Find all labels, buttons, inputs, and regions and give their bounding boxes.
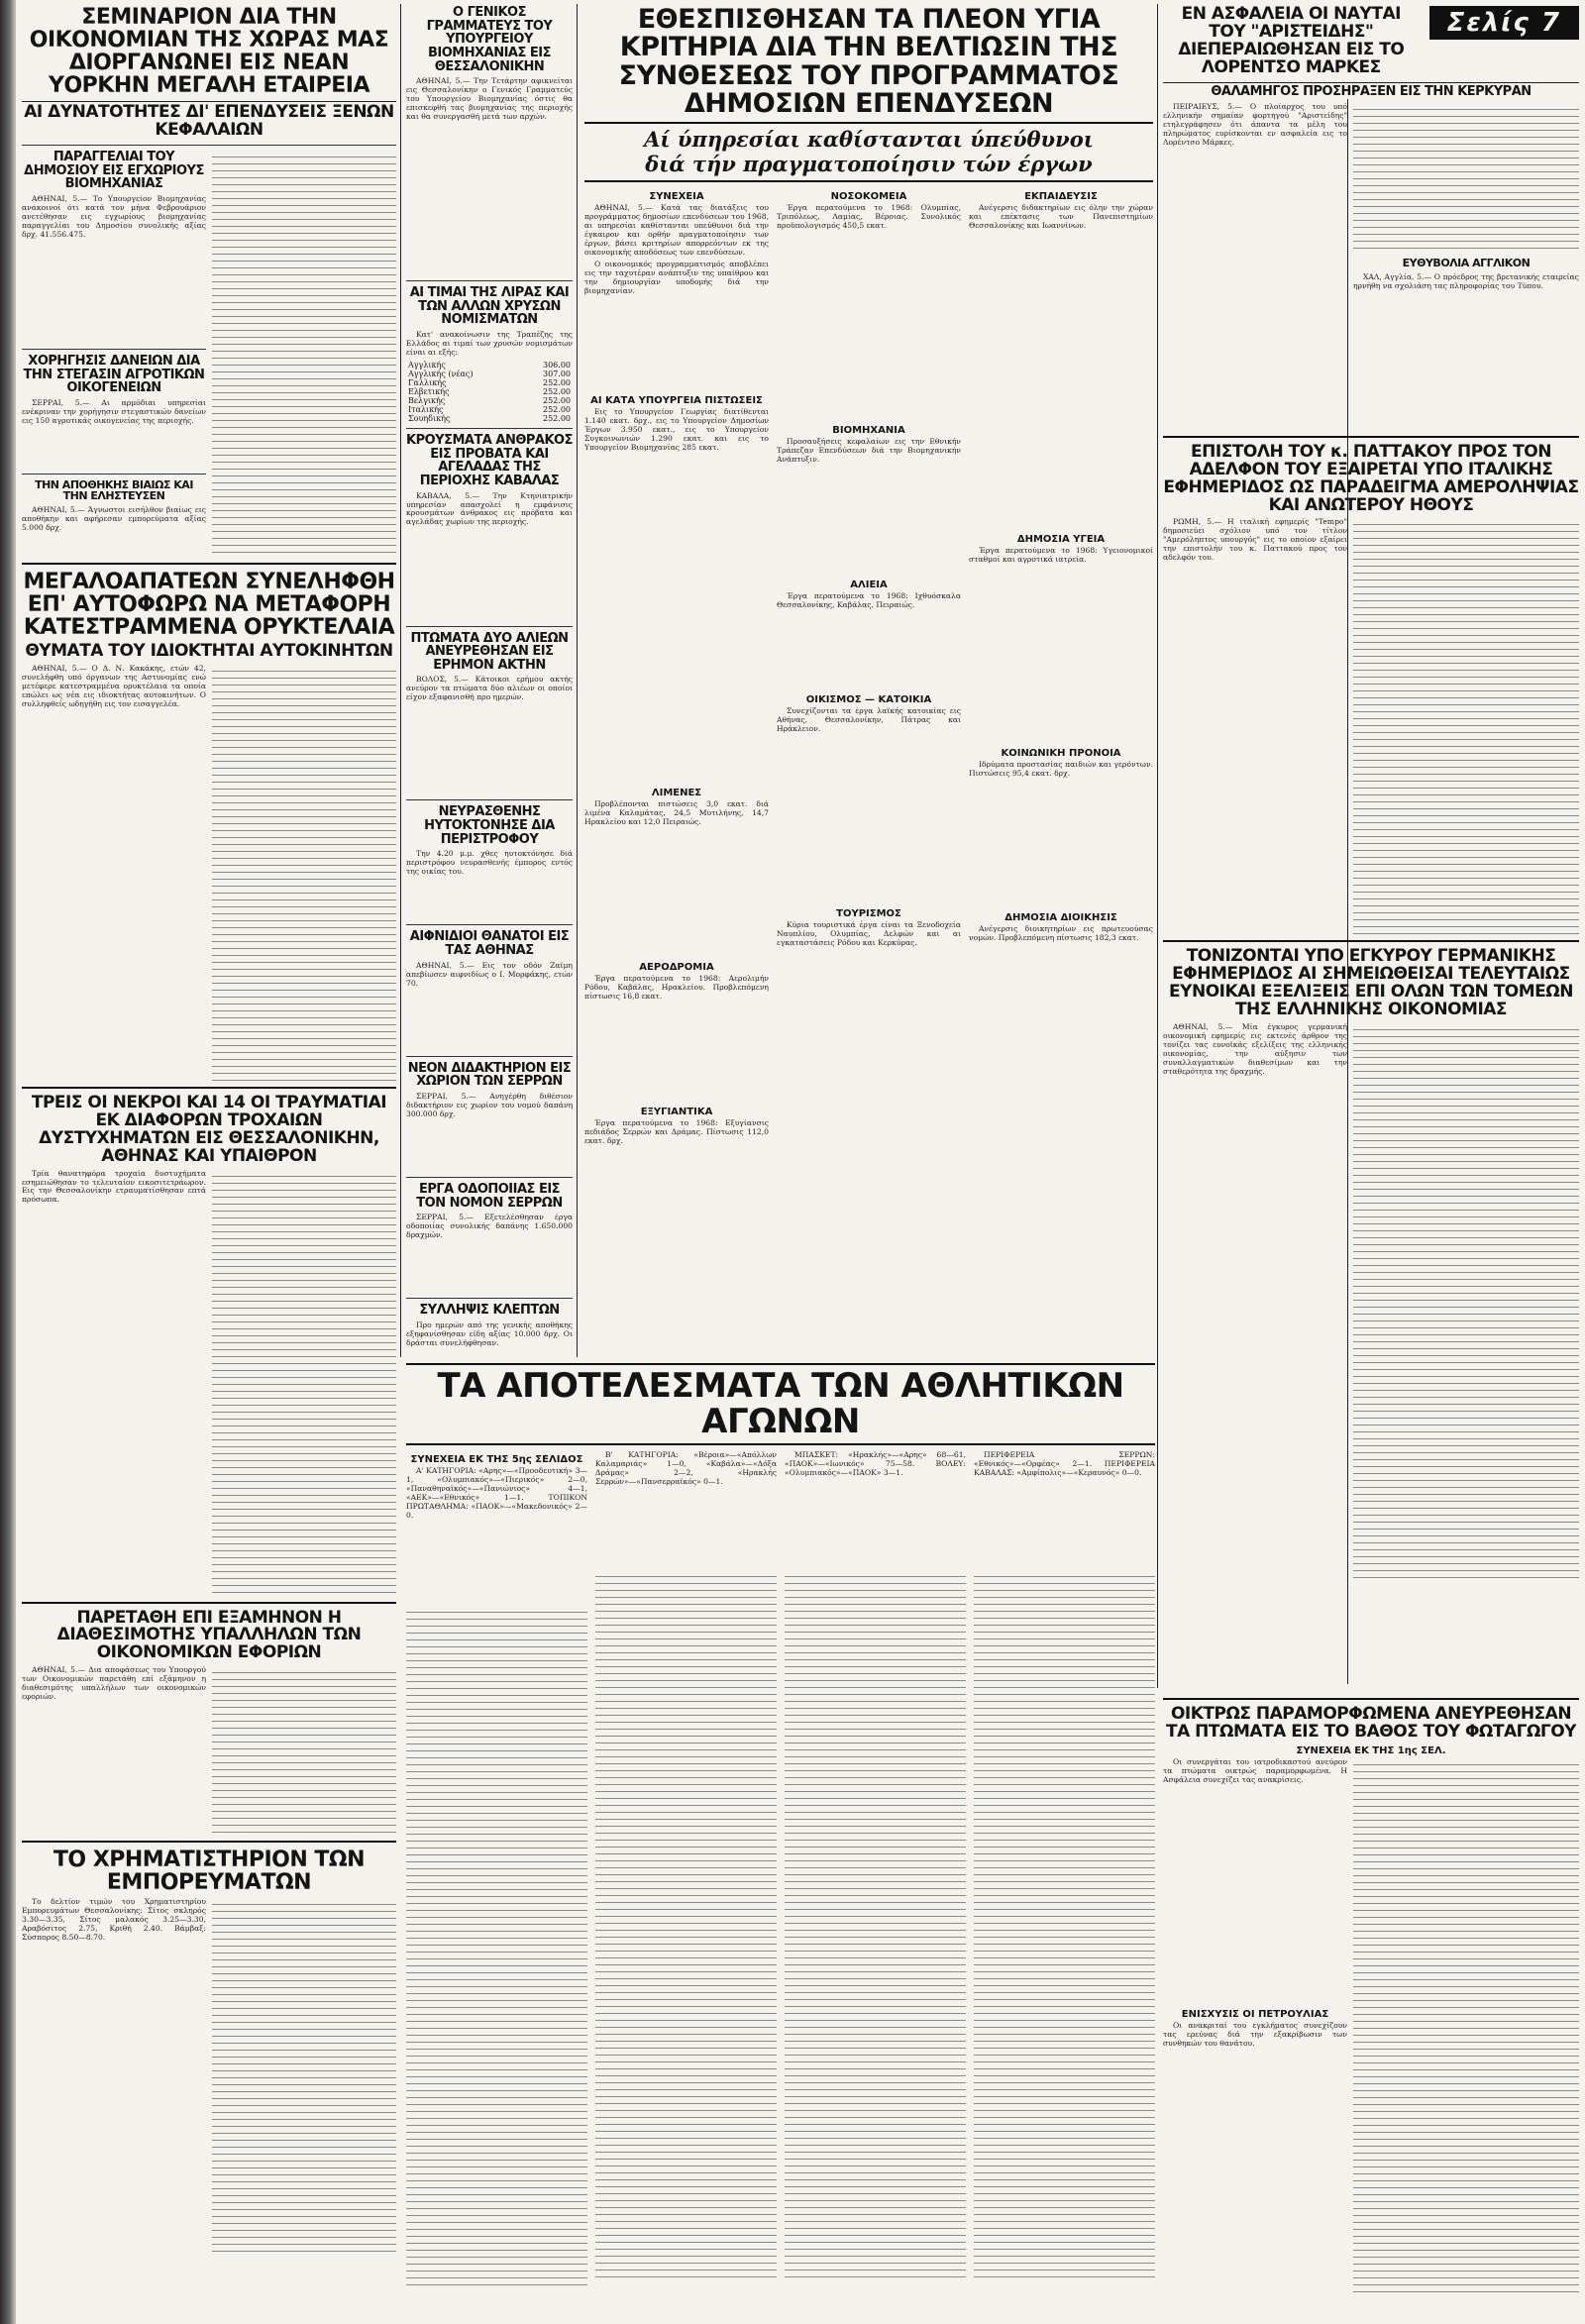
- fraud-headline: ΜΕΓΑΛΟΑΠΑΤΕΩΝ ΣΥΝΕΛΗΦΘΗ ΕΠ' ΑΥΤΟΦΩΡΩ ΝΑ ΜΕΤΑΦΟΡΗ ΚΑΤΕΣΤΡΑΜΜΕΝΑ ΟΡΥΚΤΕΛΑΙΑ: [23, 570, 395, 641]
- euthyvolia-text: ΧΑΛ, Αγγλία, 5.— Ο πρόεδρος της βρετανικής εταιρείας ηρνήθη να σχολιάση τας πληροφορίας του Τύπου.: [1353, 271, 1579, 290]
- coin-price: 252.00: [543, 413, 571, 423]
- main-subhead-1: Αί ύπηρεσίαι καθίστανται ύπεύθυνοι: [644, 127, 1094, 153]
- orders-headline: ΠΑΡΑΓΓΕΛΙΑΙ ΤΟΥ ΔΗΜΟΣΙΟΥ ΕΙΣ ΕΓΧΩΡΙΟΥΣ ΒΙΟΜΗΧΑΝΙΑΣ: [24, 150, 204, 192]
- public-health-section: ΔΗΜΟΣΙΑ ΥΓΕΙΑ: [1016, 534, 1106, 546]
- continued-label: ΣΥΝΕΧΕΙΑ: [649, 191, 704, 203]
- gold-price-row: [406, 361, 573, 370]
- gold-intro: Κατ' ανακοίνωσιν της Τραπέζης της Ελλάδος αι τιμαί των χρυσών νομισμάτων είναι αι εξής:: [406, 330, 573, 358]
- filler-text-block: [212, 1170, 396, 1596]
- divider: [406, 1056, 573, 1057]
- sports-results-1: Α' ΚΑΤΗΓΟΡΙΑ: «Αρης»—«Προοδευτική» 3—1, «Ολυμπιακός»—«Πιερικός» 2—0, «Παναθηναϊκός»—«Πανιώνιος» 4—1, «ΑΕΚ»—«Εθνικός» 1—1. ΤΟΠΙΚΟΝ ΠΡΩΤΑΘΛΗΜΑ: «ΠΑΟΚ»—«Μακεδονικός» 2—0.: [406, 1467, 587, 1521]
- fishing-text: Έργα περατούμενα το 1968: Ιχθυόσκαλα Θεσσαλονίκης, Καβάλας, Πειραιώς.: [777, 592, 961, 610]
- housing-text: Συνεχίζονται τα έργα λαϊκής κατοικίας εις Αθήνας, Θεσσαλονίκην, Πάτρας και Ηράκλειον.: [777, 707, 961, 734]
- sailors-headline: ΕΝ ΑΣΦΑΛΕΙΑ ΟΙ ΝΑΥΤΑΙ ΤΟΥ "ΑΡΙΣΤΕΙΔΗΣ" ΔΙΕΠΕΡΑΙΩΘΗΣΑΝ ΕΙΣ ΤΟ ΛΟΡΕΝΤΣΟ ΜΑΡΚΕΣ: [1178, 6, 1405, 77]
- bodies-text: Οι συνεργάται του ιατροδικαστού ανεύρον τα πτώματα οικτρώς παραμορφωμένα. Η Ασφάλεια συνεχίζει τας ανακρίσεις.: [1163, 1757, 1347, 1784]
- coin-price: 252.00: [543, 377, 571, 387]
- divider: [22, 1602, 396, 1604]
- school-headline: ΝΕΟΝ ΔΙΔΑΚΤΗΡΙΟΝ ΕΙΣ ΧΩΡΙΟΝ ΤΩΝ ΣΕΡΡΩΝ: [407, 1060, 572, 1090]
- social-text: Ιδρύματα προστασίας παιδιών και γερόντων. Πιστώσεις 95,4 εκατ. δρχ.: [969, 761, 1153, 779]
- main-subhead-2: διά τήν πραγματοποίησιν τών έργων: [645, 152, 1093, 177]
- loans-text: ΣΕΡΡΑΙ, 5.— Αι αρμόδιαι υπηρεσίαι ενέκριναν την χορήγησιν στεγαστικών δανείων εις 150 αγροτικάς οικογενείας της περιοχής.: [22, 398, 206, 425]
- divider: [584, 180, 1153, 182]
- filler-text-block: [1353, 1023, 1579, 1578]
- divider: [22, 1087, 396, 1089]
- gold-price-table: [406, 361, 573, 423]
- filler-text-block: [212, 1898, 396, 2255]
- sports-results-4: ΠΕΡΙΦΕΡΕΙΑ ΣΕΡΡΩΝ: «Εθνικός»—«Ορφέας» 2—1. ΠΕΡΙΦΕΡΕΙΑ ΚΑΒΑΛΑΣ: «Αμφίπολις»—«Κεραυνός» 0—0.: [974, 1451, 1155, 1478]
- exchange-text: Το δελτίον τιμών του Χρηματιστηρίου Εμπορευμάτων Θεσσαλονίκης: Σίτος σκληρός 3.30—3.35, Σίτος μαλακός 3.25—3.30, Αραβόσιτος 2.75, Κριθή 2.40. Βάμβαξ: Σύσπορος 8.50—8.70.: [22, 1898, 206, 1943]
- neurasthenic-headline: ΝΕΥΡΑΣΘΕΝΗΣ ΗΥΤΟΚΤΟΝΗΣΕ ΔΙΑ ΠΕΡΙΣΤΡΟΦΟΥ: [424, 804, 555, 847]
- ports-section: ΛΙΜΕΝΕΣ: [651, 788, 702, 799]
- thieves-text: Προ ημερών από της γενικής αποθήκης εξηφανίσθησαν είδη αξίας 10.000 δρχ. Οι δράσται συνελήφθησαν.: [406, 1320, 573, 1347]
- filler-text-block: [212, 1666, 396, 1835]
- exchange-headline: ΤΟ ΧΡΗΜΑΤΙΣΤΗΡΙΟΝ ΤΩΝ ΕΜΠΟΡΕΥΜΑΤΩΝ: [53, 1848, 366, 1896]
- coin-name: Βελγικής: [408, 395, 446, 405]
- divider: [22, 145, 396, 146]
- education-text: Ανέγερσις διδακτηρίων εις όλην την χώραν και επέκτασις των Πανεπιστημίων Θεσσαλονίκης και Ιωαννίνων.: [969, 204, 1153, 231]
- letter-text: ΡΩΜΗ, 5.— Η ιταλική εφημερίς "Tempo" δημοσιεύει σχόλιον υπό τον τίτλον "Αμερόληπτος υπουργός" εις το οποίον εξαίρει την επιστολήν του κ. Παττακού προς τον αδελφόν του.: [1163, 518, 1347, 563]
- german-headline: ΤΟΝΙΖΟΝΤΑΙ ΥΠΟ ΕΓΚΥΡΟΥ ΓΕΡΜΑΝΙΚΗΣ ΕΦΗΜΕΡΙΔΟΣ ΑΙ ΣΗΜΕΙΩΘΕΙΣΑΙ ΤΕΛΕΥΤΑΙΩΣ ΕΥΝΟΙΚΑΙ ΕΞΕΛΙΞΕΙΣ ΕΠΙ ΟΛΩΝ ΤΩΝ ΤΟΜΕΩΝ ΤΗΣ ΕΛΛΗΝΙΚΗΣ ΟΙΚΟΝΟΜΙΑΣ: [1169, 946, 1573, 1019]
- gold-price-row: [406, 414, 573, 423]
- tax-headline: ΠΑΡΕΤΑΘΗ ΕΠΙ ΕΞΑΜΗΝΟΝ Η ΔΙΑΘΕΣΙΜΟΤΗΣ ΥΠΑΛΛΗΛΩΝ ΤΩΝ ΟΙΚΟΝΟΜΙΚΩΝ ΕΦΟΡΙΩΝ: [56, 1607, 362, 1663]
- coin-name: Ελβετικής: [408, 386, 450, 396]
- second-column: [406, 6, 573, 1357]
- left-column: [22, 6, 396, 2314]
- gold-price-row: [406, 387, 573, 396]
- fishermen-headline: ΠΤΩΜΑΤΑ ΔΥΟ ΑΛΙΕΩΝ ΑΝΕΥΡΕΘΗΣΑΝ ΕΙΣ ΕΡΗΜΟΝ ΑΚΤΗΝ: [410, 630, 569, 673]
- coin-price: 306.00: [543, 360, 571, 370]
- industry-text: Προσαυξήσεις κεφαλαίων εις την Εθνικήν Τράπεζαν Επενδύσεων διά την Βιομηχανικήν Ανάπτυξιν.: [777, 438, 961, 465]
- roads-headline: ΕΡΓΑ ΟΔΟΠΟΙΙΑΣ ΕΙΣ ΤΟΝ ΝΟΜΟΝ ΣΕΡΡΩΝ: [416, 1181, 563, 1211]
- sailors-text: ΠΕΙΡΑΙΕΥΣ, 5.— Ο πλοίαρχος του υπό ελληνικήν σημαίαν φορτηγού "Αριστείδης" ετηλεγράφησεν ότι άπαντα τα μέλη του πληρώματος ευρίσκονται εν ασφαλεία εις το Λορέντσο Μάρκες.: [1163, 103, 1347, 147]
- divider: [22, 474, 206, 475]
- divider: [406, 428, 573, 429]
- ministry-text: Εις το Υπουργείον Γεωργίας διατίθενται 1.140 εκατ. δρχ., εις το Υπουργείον Δημοσίων Έργων 3.950 εκατ., εις το Υπουργείον Συγκοινωνιών 1.290 εκατ. και εις το Υπουργείον Βιομηχανίας 285 εκατ.: [584, 408, 769, 453]
- irrigation-text: Έργα περατούμενα το 1968: Εξυγίανσις πεδιάδος Σερρών και Δράμας. Πίστωσις 112,0 εκατ. δρχ.: [584, 1118, 769, 1146]
- sudden-deaths-headline: ΑΙΦΝΙΔΙΟΙ ΘΑΝΑΤΟΙ ΕΙΣ ΤΑΣ ΑΘΗΝΑΣ: [409, 929, 570, 959]
- bodies-story: [1163, 1692, 1579, 2316]
- gold-price-row: [406, 396, 573, 405]
- divider: [406, 626, 573, 627]
- social-section: ΚΟΙΝΩΝΙΚΗ ΠΡΟΝΟΙΑ: [1001, 748, 1121, 760]
- sudden-deaths-text: ΑΘΗΝΑΙ, 5.— Εις τον οδόν Ζαΐμη απεβίωσεν αιφνιδίως ο Ι. Μορφάκης, ετών 70.: [406, 961, 573, 988]
- filler-text-block: [974, 1570, 1155, 2283]
- industry-section: ΒΙΟΜΗΧΑΝΙΑ: [832, 425, 905, 437]
- bodies-continued: ΣΥΝΕΧΕΙΑ ΕΚ ΤΗΣ 1ης ΣΕΛ.: [1296, 1744, 1446, 1756]
- sports-results-3: ΜΠΑΣΚΕΤ: «Ηρακλής»—«Αρης» 68—61, «ΠΑΟΚ»—«Ιωνικός» 75—58. ΒΟΛΕΥ: «Ολυμπιακός»—«ΠΑΟΚ» 3—1.: [785, 1451, 966, 1478]
- column-rule: [577, 4, 578, 1357]
- divider: [406, 1298, 573, 1299]
- main-subcolumn: [777, 188, 961, 1149]
- gold-price-row: [406, 405, 573, 414]
- coin-price: 252.00: [543, 395, 571, 405]
- divider: [1163, 1698, 1579, 1700]
- anthrax-text: ΚΑΒΑΛΑ, 5.— Την Κτηνιατρικήν υπηρεσίαν απασχολεί η εμφάνισις κρουσμάτων άνθρακος εις πρόβατα και αγελάδας χωρίων της περιοχής.: [406, 491, 573, 527]
- secretary-headline: Ο ΓΕΝΙΚΟΣ ΓΡΑΜΜΑΤΕΥΣ ΤΟΥ ΥΠΟΥΡΓΕΙΟΥ ΒΙΟΜΗΧΑΝΙΑΣ ΕΙΣ ΘΕΣΣΑΛΟΝΙΚΗΝ: [426, 6, 553, 74]
- divider: [406, 1443, 1155, 1445]
- page-number-logo: Σελίς 7: [1429, 6, 1579, 40]
- filler-text-block: [1353, 518, 1579, 934]
- filler-text-block: [212, 665, 396, 1081]
- tax-text: ΑΘΗΝΑΙ, 5.— Δια αποφάσεως του Υπουργού των Οικονομικών παρετάθη επί εξάμηνον η διαθεσιμότης υπαλλήλων των οικονομικών εφοριών.: [22, 1666, 206, 1701]
- divider: [406, 280, 573, 281]
- right-column: [1163, 6, 1579, 1690]
- gold-price-row: [406, 370, 573, 378]
- airports-section: ΑΕΡΟΔΡΟΜΙΑ: [639, 962, 714, 974]
- sports-headline: ΤΑ ΑΠΟΤΕΛΕΣΜΑΤΑ ΤΩΝ ΑΘΛΗΤΙΚΩΝ ΑΓΩΝΩΝ: [437, 1366, 1124, 1441]
- divider: [22, 563, 396, 565]
- housing-section: ΟΙΚΙΣΜΟΣ — ΚΑΤΟΙΚΙΑ: [805, 694, 932, 706]
- letter-headline: ΕΠΙΣΤΟΛΗ ΤΟΥ κ. ΠΑΤΤΑΚΟΥ ΠΡΟΣ ΤΟΝ ΑΔΕΛΦΟΝ ΤΟΥ ΕΞΑΙΡΕΤΑΙ ΥΠΟ ΙΤΑΛΙΚΗΣ ΕΦΗΜΕΡΙΔΟΣ ΩΣ ΠΑΡΑΔΕΙΓΜΑ ΑΜΕΡΟΛΗΨΙΑΣ ΚΑΙ ΑΝΩΤΕΡΟΥ ΗΘΟΥΣ: [1163, 442, 1579, 515]
- anthrax-headline: ΚΡΟΥΣΜΑΤΑ ΑΝΘΡΑΚΟΣ ΕΙΣ ΠΡΟΒΑΤΑ ΚΑΙ ΑΓΕΛΑΔΑΣ ΤΗΣ ΠΕΡΙΟΧΗΣ ΚΑΒΑΛΑΣ: [406, 432, 573, 488]
- coin-price: 252.00: [543, 404, 571, 414]
- coin-name: Γαλλικής: [408, 377, 447, 387]
- main-subcolumn: [584, 188, 769, 1149]
- column-rule: [400, 4, 401, 1357]
- ports-text: Προβλέπονται πιστώσεις 3,0 εκατ. διά λιμένα Καλαμάτας, 24,5 Μυτιλήνης, 14,7 Ηρακλείου και 12,0 Πειραιώς.: [584, 800, 769, 827]
- main-subcolumn: [969, 188, 1153, 1149]
- health-text: Έργα περατούμενα το 1968: Ολυμπίας, Τριπόλεως, Λαμίας, Βέροιας. Συνολικός προϋπολογισμός 450,5 εκατ.: [777, 204, 961, 231]
- column-rule: [1157, 4, 1158, 1688]
- filler-text-block: [1353, 1758, 1579, 2293]
- coin-price: 252.00: [543, 386, 571, 396]
- german-text: ΑΘΗΝΑΙ, 5.— Μία έγκυρος γερμανική οικονομική εφημερίς εις εκτενές άρθρον της τονίζει τας ευνοϊκάς εξελίξεις της ελληνικής οικονομίας, την αύξησιν των συναλλαγματικών διαθεσίμων και την σταθερότητα της δραχμής.: [1163, 1022, 1347, 1076]
- main-headline: ΕΘΕΣΠΙΣΘΗΣΑΝ ΤΑ ΠΛΕΟΝ ΥΓΙΑ ΚΡΙΤΗΡΙΑ ΔΙΑ ΤΗΝ ΒΕΛΤΙΩΣΙΝ ΤΗΣ ΣΥΝΘΕΣΕΩΣ ΤΟΥ ΠΡΟΓΡΑΜΜΑΤΟΣ ΔΗΜΟΣΙΩΝ ΕΠΕΝΔΥΣΕΩΝ: [618, 6, 1119, 120]
- airports-text: Έργα περατούμενα το 1968: Αερολιμήν Ρόδου, Καβάλας, Ηρακλείου. Προβλεπόμενη πίστωσις 16,8 εκατ.: [584, 975, 769, 1002]
- tourism-text: Κύρια τουριστικά έργα είναι τα Ξενοδοχεία Ναυπλίου, Ολυμπίας, Δελφών και αι εγκαταστάσεις Ρόδου και Κερκύρας.: [777, 920, 961, 948]
- divider: [1163, 940, 1579, 942]
- seminar-headline: ΣΕΜΙΝΑΡΙΟΝ ΔΙΑ ΤΗΝ ΟΙΚΟΝΟΜΙΑΝ ΤΗΣ ΧΩΡΑΣ ΜΑΣ ΔΙΟΡΓΑΝΩΝΕΙ ΕΙΣ ΝΕΑΝ ΥΟΡΚΗΝ ΜΕΓΑΛΗ ΕΤΑΙΡΕΙΑ: [29, 6, 389, 99]
- filler-text-block: [406, 1606, 587, 2289]
- coin-name: Αγγλικής (νέας): [408, 369, 474, 378]
- fishermen-text: ΒΟΛΟΣ, 5.— Κάτοικοι ερήμου ακτής ανεύρον τα πτώματα δύο αλιέων οι οποίοι είχον εξαφανισθή προ ημερών.: [406, 676, 573, 702]
- lead-text: ΑΘΗΝΑΙ, 5.— Κατά τας διατάξεις του προγράμματος δημοσίων επενδύσεων του 1968, αι υπηρεσίαι καθίστανται υπεύθυνοι διά την έγκαιρον και ορθήν πραγματοποίησιν των έργων, βάσει κριτηρίων απορρεόντων εκ της οικονομικής αποδόσεως των επενδύσεων.: [584, 204, 769, 258]
- warehouse-headline: ΤΗΝ ΑΠΟΘΗΚΗΣ ΒΙΑΙΩΣ ΚΑΙ ΤΗΝ ΕΛΗΣΤΕΥΣΕΝ: [35, 477, 193, 503]
- accidents-headline: ΤΡΕΙΣ ΟΙ ΝΕΚΡΟΙ ΚΑΙ 14 ΟΙ ΤΡΑΥΜΑΤΙΑΙ ΕΚ ΔΙΑΦΟΡΩΝ ΤΡΟΧΑΙΩΝ ΔΥΣΤΥΧΗΜΑΤΩΝ ΕΙΣ ΘΕΣΣΑΛΟΝΙΚΗΝ, ΑΘΗΝΑΣ ΚΑΙ ΥΠΑΙΘΡΟΝ: [31, 1093, 387, 1166]
- coin-name: Αγγλικής: [408, 360, 446, 370]
- filler-text-block: [1353, 103, 1579, 252]
- filler-text-block: [595, 1570, 777, 2283]
- fraud-subheadline: ΘΥΜΑΤΑ ΤΟΥ ΙΔΙΟΚΤΗΤΑΙ ΑΥΤΟΚΙΝΗΤΩΝ: [25, 641, 393, 662]
- arrest-section: ΕΝΙΣΧΥΣΙΣ ΟΙ ΠΕΤΡΟΥΛΙΑΣ: [1181, 2008, 1329, 2020]
- arrest-text: Οι ανακριταί του εγκλήματος συνεχίζουν τας ερεύνας διά την εξακρίβωσιν των συνθηκών του θανάτου.: [1163, 2020, 1347, 2048]
- admin-text: Ανέγερσις διοικητηρίων εις πρωτευούσας νομών. Προβλεπόμενη πίστωσις 182,3 εκατ.: [969, 924, 1153, 943]
- divider: [22, 349, 206, 350]
- coin-price: 307.00: [543, 369, 571, 378]
- divider: [22, 1841, 396, 1843]
- sports-continued: ΣΥΝΕΧΕΙΑ ΕΚ ΤΗΣ 5ης ΣΕΛΙΔΟΣ: [410, 1454, 583, 1466]
- admin-section: ΔΗΜΟΣΙΑ ΔΙΟΙΚΗΣΙΣ: [1004, 912, 1117, 924]
- divider: [406, 799, 573, 800]
- page-fold-shadow: [0, 0, 16, 2324]
- neurasthenic-text: Την 4.20 μ.μ. χθες ηυτοκτόνησε διά περιστρόφου νευρασθενής έμπορος εντός της οικίας του.: [406, 850, 573, 877]
- sailors-subheadline: ΘΑΛΑΜΗΓΟΣ ΠΡΟΣΗΡΑΞΕΝ ΕΙΣ ΤΗΝ ΚΕΡΚΥΡΑΝ: [1211, 84, 1532, 100]
- fishing-section: ΑΛΙΕΙΑ: [850, 580, 888, 591]
- public-health-text: Έργα περατούμενα το 1968: Υγειονομικοί σταθμοί και αγροτικά ιατρεία.: [969, 547, 1153, 565]
- divider: [1163, 82, 1579, 83]
- divider: [1163, 436, 1579, 438]
- seminar-subheadline: ΑΙ ΔΥΝΑΤΟΤΗΤΕΣ ΔΙ' ΕΠΕΝΔΥΣΕΙΣ ΞΕΝΩΝ ΚΕΦΑΛΑΙΩΝ: [24, 102, 394, 141]
- loans-headline: ΧΟΡΗΓΗΣΙΣ ΔΑΝΕΙΩΝ ΔΙΑ ΤΗΝ ΣΤΕΓΑΣΙΝ ΑΓΡΟΤΙΚΩΝ ΟΙΚΟΓΕΝΕΙΩΝ: [23, 353, 205, 396]
- health-section: ΝΟΣΟΚΟΜΕΙΑ: [830, 191, 907, 203]
- gold-price-row: [406, 378, 573, 387]
- education-section: ΕΚΠΑΙΔΕΥΣΙΣ: [1024, 191, 1098, 203]
- lead-text-2: Ο οικονομικός προγραμματισμός αποβλέπει εις την ταχυτέραν ανάπτυξιν της υπαίθρου και την δημιουργίαν υποδομής διά την βιομηχανίαν.: [584, 260, 769, 295]
- filler-text-block: [785, 1570, 966, 2283]
- sports-section: [406, 1363, 1155, 2314]
- gold-headline: ΑΙ ΤΙΜΑΙ ΤΗΣ ΛΙΡΑΣ ΚΑΙ ΤΩΝ ΑΛΛΩΝ ΧΡΥΣΩΝ ΝΟΜΙΣΜΑΤΩΝ: [409, 285, 570, 328]
- ministry-section: ΑΙ ΚΑΤΑ ΥΠΟΥΡΓΕΙΑ ΠΙΣΤΩΣΕΙΣ: [590, 395, 763, 407]
- secretary-text: ΑΘΗΝΑΙ, 5.— Την Τετάρτην αφικνείται εις Θεσσαλονίκην ο Γενικός Γραμματεύς του Υπουργείου Βιομηχανίας όστις θα επισκεφθή τας βιομηχανίας της περιοχής και θα συνεργασθή μετά των αρχών.: [406, 77, 573, 122]
- coin-name: Ιταλικής: [408, 404, 444, 414]
- irrigation-section: ΕΞΥΓΙΑΝΤΙΚΑ: [640, 1107, 713, 1118]
- divider: [406, 924, 573, 925]
- sports-results-2: Β' ΚΑΤΗΓΟΡΙΑ: «Βέροια»—«Απόλλων Καλαμαριάς» 1—0, «Καβάλα»—«Δόξα Δράμας» 2—2, «Ηρακλής Σερρών»—«Πανσερραϊκός» 0—1.: [595, 1451, 777, 1487]
- divider: [406, 1363, 1155, 1365]
- warehouse-text: ΑΘΗΝΑΙ, 5.— Άγνωστοι εισήλθον βιαίως εις αποθήκην και αφήρεσαν εμπορεύματα αξίας 5.000 δρχ.: [22, 505, 206, 532]
- divider: [406, 1177, 573, 1178]
- divider: [584, 122, 1153, 124]
- fraud-text: ΑΘΗΝΑΙ, 5.— Ο Δ. Ν. Κακάκης, ετών 42, συνελήφθη υπό όργανων της Αστυνομίας ενώ μετέφερε κατεστραμμένα ορυκτέλαια τα οποία επώλει ως νέα εις ιδιοκτήτας αυτοκινήτων. Ο συλληφθείς ωδηγήθη εις τον εισαγγελέα.: [22, 665, 206, 708]
- orders-text: ΑΘΗΝΑΙ, 5.— Το Υπουργείον Βιομηχανίας ανακοινοί ότι κατά τον μήνα Φεβρουάριον ανετέθησαν εις εγχωρίους βιομηχανίας παραγγελίαι του Δημοσίου συνολικής αξίας δρχ. 41.556.475.: [22, 194, 206, 239]
- main-story: [584, 6, 1153, 1357]
- roads-text: ΣΕΡΡΑΙ, 5.— Εξετελέσθησαν έργα οδοποιίας συνολικής δαπάνης 1.650.000 δραχμών.: [406, 1214, 573, 1240]
- tourism-section: ΤΟΥΡΙΣΜΟΣ: [836, 908, 901, 920]
- euthyvolia-headline: ΕΥΘΥΒΟΛΙΑ ΑΓΓΛΙΚΟΝ: [1402, 257, 1531, 270]
- filler-text-block: [212, 151, 396, 557]
- coin-name: Σουηδικής: [408, 413, 451, 423]
- accidents-text: Τρία θανατηφόρα τροχαία δυστυχήματα εσημειώθησαν το τελευταίον εικοσιτετράωρον. Εις την Θεσσαλονίκην ετραυματίσθησαν επτά πρόσωπα.: [22, 1169, 206, 1205]
- thieves-headline: ΣΥΛΛΗΨΙΣ ΚΛΕΠΤΩΝ: [419, 1303, 560, 1319]
- bodies-headline: ΟΙΚΤΡΩΣ ΠΑΡΑΜΟΡΦΩΜΕΝΑ ΑΝΕΥΡΕΘΗΣΑΝ ΤΑ ΠΤΩΜΑΤΑ ΕΙΣ ΤΟ ΒΑΘΟΣ ΤΟΥ ΦΩΤΑΓΩΓΟΥ: [1166, 1704, 1576, 1742]
- school-text: ΣΕΡΡΑΙ, 5.— Ανηγέρθη διθέσιον διδακτήριον εις χωρίον του νομού δαπάνη 300.000 δρχ.: [406, 1092, 573, 1118]
